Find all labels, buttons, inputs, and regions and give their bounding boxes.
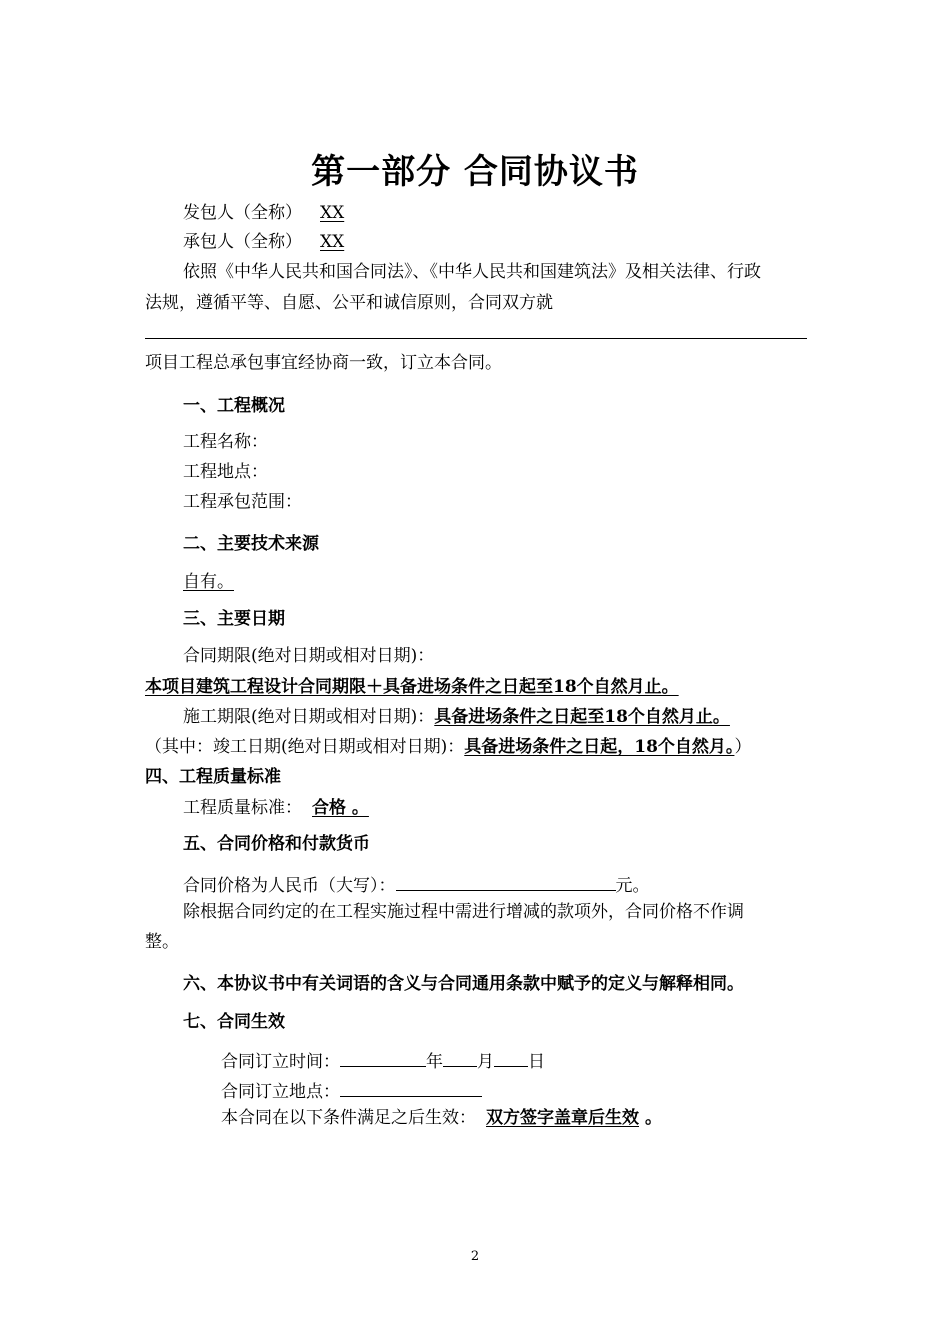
quality-value: 合格 。	[312, 798, 369, 818]
contractor-label: 承包人（全称）	[183, 232, 302, 252]
contractor-line	[183, 232, 398, 252]
completion-date-line	[145, 737, 751, 757]
signing-place-line	[221, 1078, 482, 1102]
effective-condition-value: 双方签字盖章后生效	[486, 1108, 639, 1128]
price-line	[183, 872, 650, 896]
section-2-heading: 二、主要技术来源	[183, 534, 319, 554]
section-3-heading: 三、主要日期	[183, 609, 285, 629]
signing-time-line	[221, 1048, 545, 1072]
contract-term-value: 本项目建筑工程设计合同期限＋具备进场条件之日起至18个自然月止。	[145, 677, 679, 697]
price-unit: 元。	[615, 876, 650, 896]
signing-place-label: 合同订立地点：	[221, 1082, 340, 1102]
place-blank	[340, 1078, 482, 1097]
project-name-label: 工程名称：	[183, 432, 268, 452]
effective-condition-end: 。	[645, 1108, 662, 1128]
section-4-heading: 四、工程质量标准	[145, 767, 281, 787]
page-title: 第一部分 合同协议书	[311, 152, 639, 192]
employer-line	[183, 203, 368, 223]
section-6-heading: 六、本协议书中有关词语的含义与合同通用条款中赋予的定义与解释相同。	[183, 974, 744, 994]
year-label: 年	[426, 1052, 443, 1072]
price-note-line-2: 整。	[145, 932, 179, 952]
month-label: 月	[477, 1052, 494, 1072]
intro-line-1: 依照《中华人民共和国合同法》、《中华人民共和国建筑法》及相关法律、行政	[183, 262, 761, 282]
completion-date-label: （其中：竣工日期(绝对日期或相对日期)：	[145, 737, 465, 757]
section-1-heading: 一、工程概况	[183, 396, 285, 416]
page-number: 2	[470, 1249, 480, 1264]
employer-label: 发包人（全称）	[183, 203, 302, 223]
day-label: 日	[528, 1052, 545, 1072]
signing-time-label: 合同订立时间：	[221, 1052, 340, 1072]
section-7-heading: 七、合同生效	[183, 1012, 285, 1032]
project-name-blank	[145, 338, 807, 339]
completion-date-close: ）	[734, 737, 752, 757]
project-location-label: 工程地点：	[183, 462, 268, 482]
intro-line-3: 项目工程总承包事宜经协商一致，订立本合同。	[145, 353, 502, 373]
construction-term-value: 具备进场条件之日起至18个自然月止。	[434, 707, 730, 727]
quality-line	[183, 798, 369, 818]
construction-term-line	[183, 707, 730, 727]
effective-condition-label: 本合同在以下条件满足之后生效：	[221, 1108, 476, 1128]
intro-line-2: 法规，遵循平等、自愿、公平和诚信原则，合同双方就	[145, 293, 553, 313]
quality-label: 工程质量标准：	[183, 798, 302, 818]
contractor-value: XX	[320, 232, 345, 252]
month-blank	[443, 1048, 477, 1067]
project-scope-label: 工程承包范围：	[183, 492, 302, 512]
employer-value: XX	[320, 203, 345, 223]
section-5-heading: 五、合同价格和付款货币	[183, 834, 370, 854]
price-blank	[396, 872, 616, 891]
price-label: 合同价格为人民币（大写）：	[183, 876, 396, 896]
year-blank	[340, 1048, 426, 1067]
construction-term-label: 施工期限(绝对日期或相对日期)：	[183, 707, 435, 727]
price-note-line-1: 除根据合同约定的在工程实施过程中需进行增减的款项外，合同价格不作调	[183, 902, 744, 922]
day-blank	[494, 1048, 528, 1067]
completion-date-value: 具备进场条件之日起，18个自然月。	[464, 737, 735, 757]
effective-condition-line	[221, 1108, 662, 1128]
contract-term-label: 合同期限(绝对日期或相对日期)：	[183, 646, 435, 666]
tech-source-value: 自有。	[183, 572, 234, 592]
